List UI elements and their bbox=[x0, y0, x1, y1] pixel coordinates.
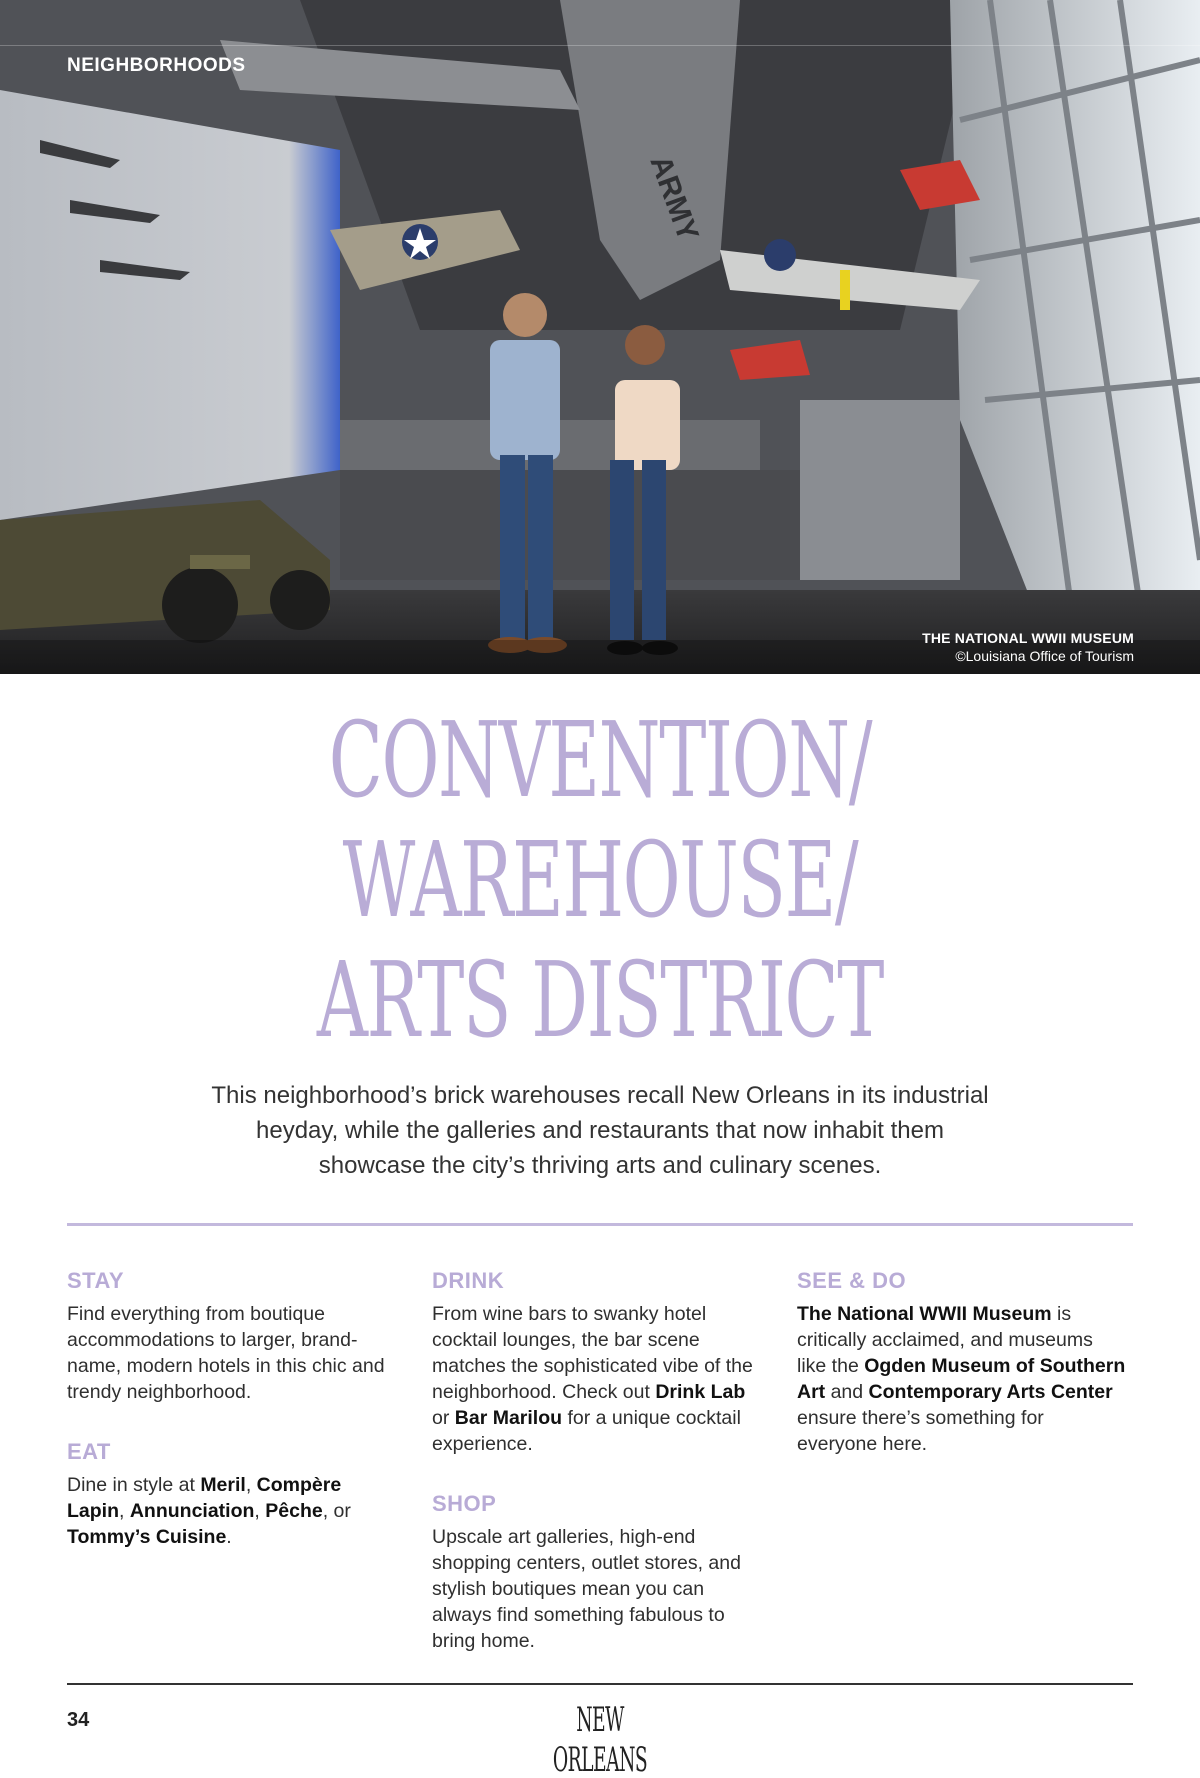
museum-interior-illustration bbox=[0, 0, 1200, 674]
see-text-2: and bbox=[825, 1381, 869, 1403]
hero-top-rule bbox=[0, 45, 1200, 46]
hero-photo bbox=[0, 0, 1200, 674]
museum-name: Contemporary Arts Center bbox=[868, 1381, 1113, 1403]
separator: , bbox=[245, 1474, 257, 1496]
restaurant-name: Compère Lapin bbox=[67, 1474, 342, 1522]
column-see-do bbox=[797, 1268, 1127, 1491]
separator: , bbox=[254, 1500, 266, 1522]
drink-end-text: for a unique cocktail experience. bbox=[432, 1407, 741, 1455]
restaurant-name: Annunciation bbox=[129, 1500, 255, 1522]
see-text-1: is critically acclaimed, and museums like the bbox=[797, 1303, 1093, 1377]
see-do-body bbox=[797, 1301, 1127, 1457]
bar-name: Drink Lab bbox=[655, 1381, 746, 1403]
plane-marking: ARMY bbox=[643, 151, 705, 246]
section-divider bbox=[67, 1223, 1133, 1226]
drink-body bbox=[432, 1301, 762, 1457]
footer-divider bbox=[67, 1683, 1133, 1685]
caption-title: THE NATIONAL WWII MUSEUM bbox=[922, 630, 1134, 646]
shop-title: SHOP bbox=[432, 1491, 497, 1516]
drink-or: or bbox=[432, 1407, 455, 1429]
separator: , or bbox=[322, 1500, 351, 1522]
headline-line-3: ARTS DISTRICT bbox=[316, 939, 884, 1061]
headline-line-1: CONVENTION/ bbox=[328, 699, 872, 821]
headline-line-2: WAREHOUSE/ bbox=[342, 819, 858, 941]
eat-intro-text: Dine in style at bbox=[67, 1474, 201, 1496]
intro-paragraph: This neighborhood’s brick warehouses recall New Orleans in its industrial heyday, while the galleries and restaurants that now inhabit them showcase the city’s thriving arts and culinary scenes. bbox=[211, 1082, 989, 1179]
caption-credit: ©Louisiana Office of Tourism bbox=[955, 648, 1134, 664]
bar-name: Bar Marilou bbox=[454, 1407, 563, 1429]
restaurant-name: Pêche bbox=[265, 1500, 323, 1522]
restaurant-name: Meril bbox=[200, 1474, 246, 1496]
shop-body: Upscale art galleries, high-end shopping centers, outlet stores, and stylish boutiques mean you can always find something fabulous to bring home. bbox=[432, 1526, 741, 1652]
drink-text: From wine bars to swanky hotel cocktail lounges, the bar scene matches the sophisticated vibe of the neighborhood. Check out bbox=[432, 1303, 753, 1403]
see-do-title: SEE & DO bbox=[797, 1268, 907, 1293]
stay-title: STAY bbox=[67, 1268, 125, 1293]
see-text-3: ensure there’s something for everyone here. bbox=[797, 1407, 1044, 1455]
separator: , bbox=[119, 1500, 130, 1522]
photo-caption bbox=[922, 630, 1134, 664]
drink-title: DRINK bbox=[432, 1268, 505, 1293]
section-label: NEIGHBORHOODS bbox=[67, 55, 246, 76]
eat-body bbox=[67, 1472, 397, 1550]
stay-body: Find everything from boutique accommodations to larger, brand-name, modern hotels in this chic and trendy neighborhood. bbox=[67, 1303, 385, 1403]
period: . bbox=[226, 1526, 232, 1548]
page-number: 34 bbox=[67, 1709, 90, 1731]
column-drink-shop bbox=[432, 1268, 762, 1688]
museum-name: The National WWII Museum bbox=[797, 1303, 1052, 1325]
headline bbox=[0, 700, 1200, 1060]
brand-logo: NEW ORLEANS bbox=[552, 1700, 648, 1778]
column-stay-eat bbox=[67, 1268, 397, 1584]
eat-title: EAT bbox=[67, 1439, 111, 1464]
restaurant-name: Tommy’s Cuisine bbox=[67, 1526, 227, 1548]
museum-name: Ogden Museum of Southern Art bbox=[797, 1355, 1126, 1403]
